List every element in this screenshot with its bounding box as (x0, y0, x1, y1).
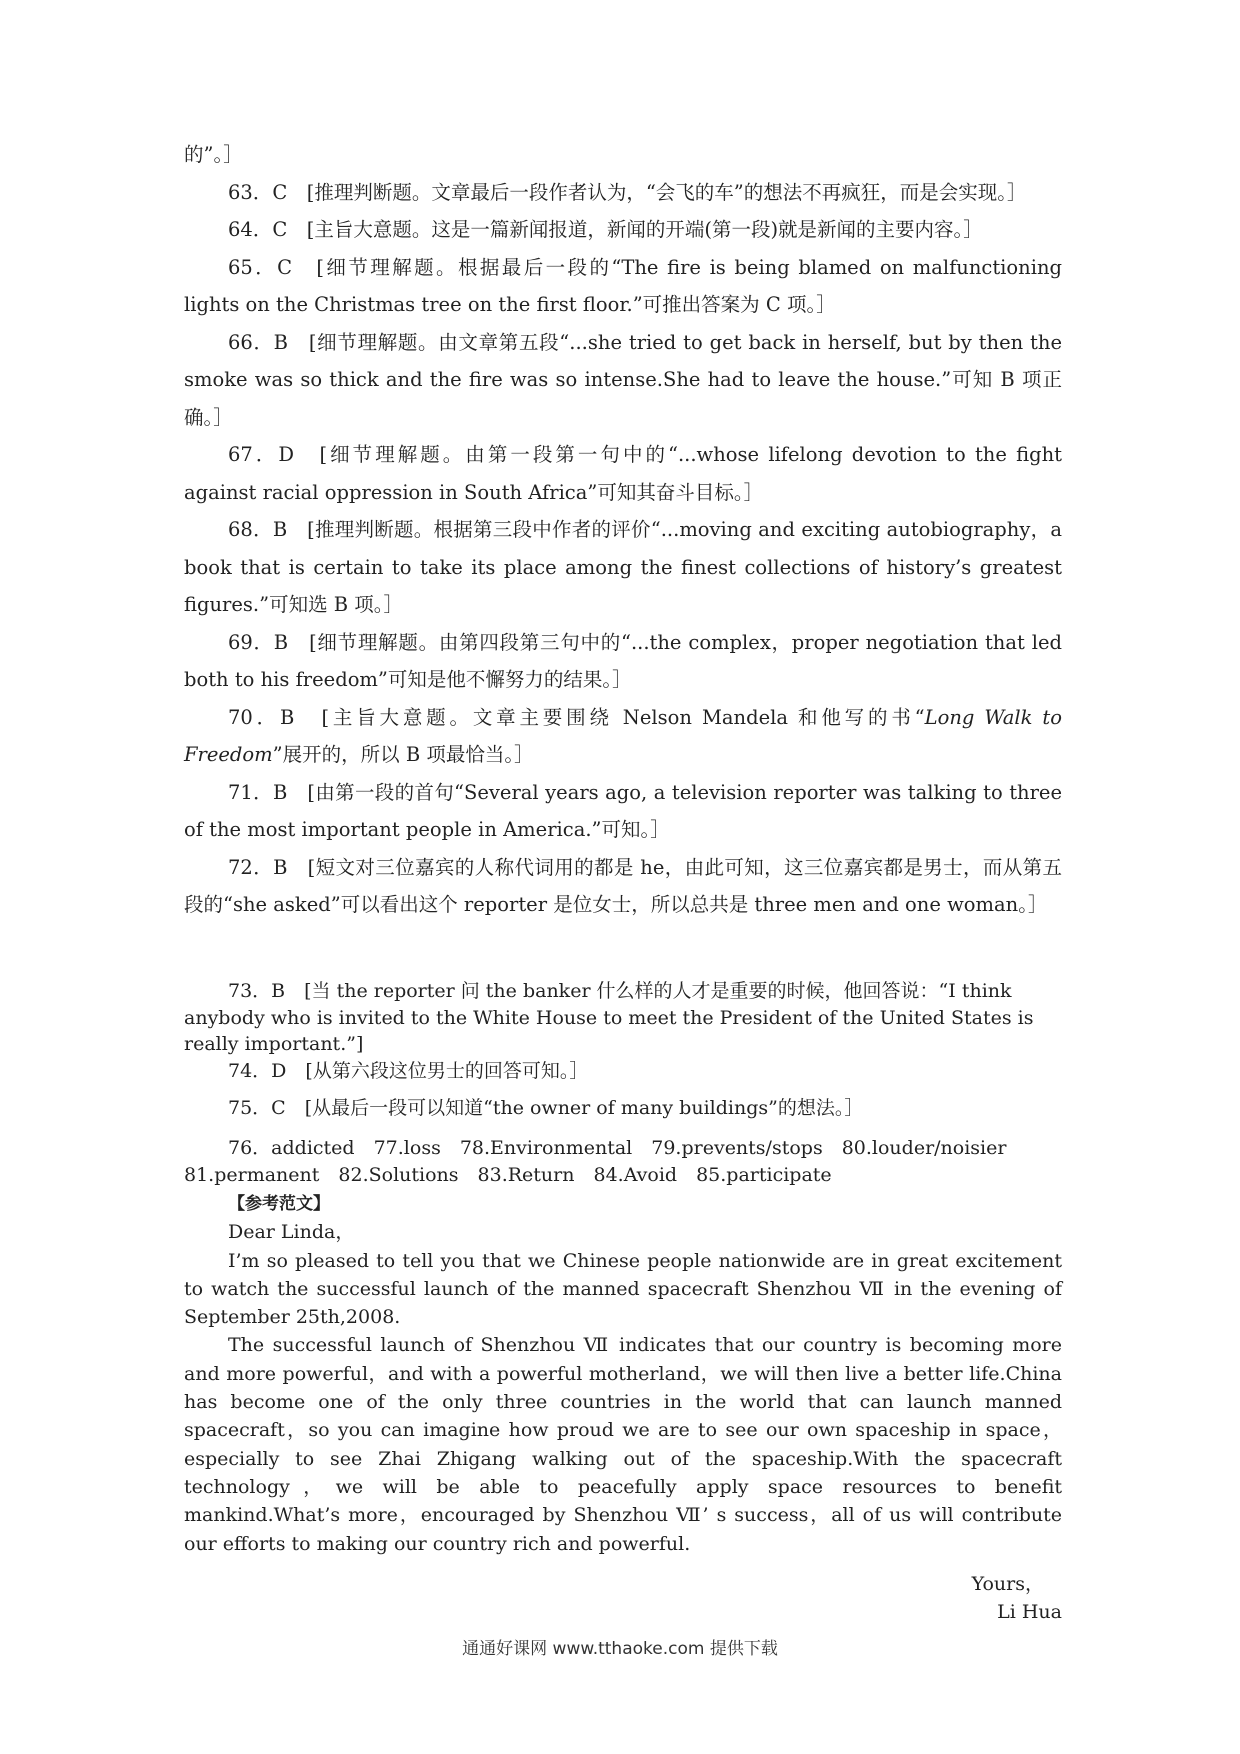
answer-key-tight-section (184, 978, 1062, 1058)
book-title: Long Walk to Freedom (184, 705, 1063, 766)
answer-69: 69．B [细节理解题。由第四段第三句中的“...the complex，proper negotiation that led both to his freedom”可知是他不懈努力的结果。］ (184, 630, 1062, 691)
cloze-answers-line: 76．addicted 77.loss 78.Environmental 79.prevents/stops 80.louder/noisier 81.permanent 82.Solutions 83.Return 84.Avoid 85.participate (184, 1137, 1007, 1186)
answer-70 (184, 699, 1062, 774)
answer-62-tail: 的”。］ (184, 143, 243, 166)
answer-71: 71．B [由第一段的首句“Several years ago, a television reporter was talking to three of the most important people in America.”可知。］ (184, 780, 1062, 841)
answer-70-text-a: 70．B [主旨大意题。文章主要围绕 Nelson Mandela 和他写的书“ (228, 705, 925, 729)
sample-essay (184, 1190, 1062, 1626)
answer-72: 72．B [短文对三位嘉宾的人称代词用的都是 he，由此可知，这三位嘉宾都是男士，而从第五段的“she asked”可以看出这个 reporter 是位女士，所以总共是 three men and one woman。］ (184, 855, 1062, 916)
essay-greeting: Dear Linda， (228, 1221, 355, 1244)
answer-68: 68．B [推理判断题。根据第三段中作者的评价“...moving and exciting autobiography，a book that is certain to take its place among the finest collections of history’s greatest figures.”可知选 B 项。］ (184, 518, 1062, 616)
answer-74: 74．D [从第六段这位男士的回答可知。］ (228, 1060, 589, 1082)
cloze-answers (184, 1135, 1062, 1188)
answer-65: 65．C [细节理解题。根据最后一段的“The fire is being blamed on malfunctioning lights on the Christmas tree on the first floor.”可推出答案为 C 项。］ (184, 255, 1062, 316)
essay-heading: 【参考范文】 (228, 1194, 330, 1214)
answer-64: 64．C [主旨大意题。这是一篇新闻报道，新闻的开端(第一段)就是新闻的主要内容。］ (228, 218, 983, 241)
essay-paragraph-2: The successful launch of Shenzhou Ⅶ indicates that our country is becoming more and more powerful，and with a powerful motherland，we will then live a better life.China has become one of the only three countries in the world that can launch manned spacecraft，so you can imagine how proud we are to see our own spaceship in space，especially to see Zhai Zhigang walking out of the spaceship.With the spacecraft technology，we will be able to peacefully apply space resources to benefit mankind.What’s more，encouraged by Shenzhou Ⅶ’ s success，all of us will contribute our efforts to making our country rich and powerful. (184, 1334, 1062, 1555)
answer-key-section (184, 136, 1062, 924)
answer-66: 66．B [细节理解题。由文章第五段“...she tried to get back in herself, but by then the smoke was so thick and the fire was so intense.She had to leave the house.”可知 B 项正确。］ (184, 330, 1062, 429)
answer-67: 67．D [细节理解题。由第一段第一句中的“...whose lifelong devotion to the fight against racial oppression in South Africa”可知其奋斗目标。］ (184, 443, 1062, 504)
answer-key-tail (184, 1053, 1062, 1127)
answer-73: 73．B [当 the reporter 问 the banker 什么样的人才是重要的时候，他回答说：“I think anybody who is invited to the White House to meet the President of the United States is really important.”] (184, 980, 1034, 1055)
answer-63: 63．C [推理判断题。文章最后一段作者认为，“会飞的车”的想法不再疯狂，而是会实现。］ (228, 180, 1027, 204)
page-footer: 通通好课网 www.tthaoke.com 提供下载 (462, 1639, 778, 1659)
essay-paragraph-1: I’m so pleased to tell you that we Chinese people nationwide are in great excitement to watch the successful launch of the manned spacecraft Shenzhou Ⅶ in the evening of September 25th,2008. (184, 1249, 1062, 1329)
essay-closing: Yours， (971, 1572, 1044, 1595)
answer-70-text-b: ”展开的，所以 B 项最恰当。］ (272, 743, 534, 766)
essay-signature: Li Hua (997, 1601, 1062, 1624)
answer-75: 75．C [从最后一段可以知道“the owner of many buildings”的想法。］ (228, 1097, 864, 1119)
